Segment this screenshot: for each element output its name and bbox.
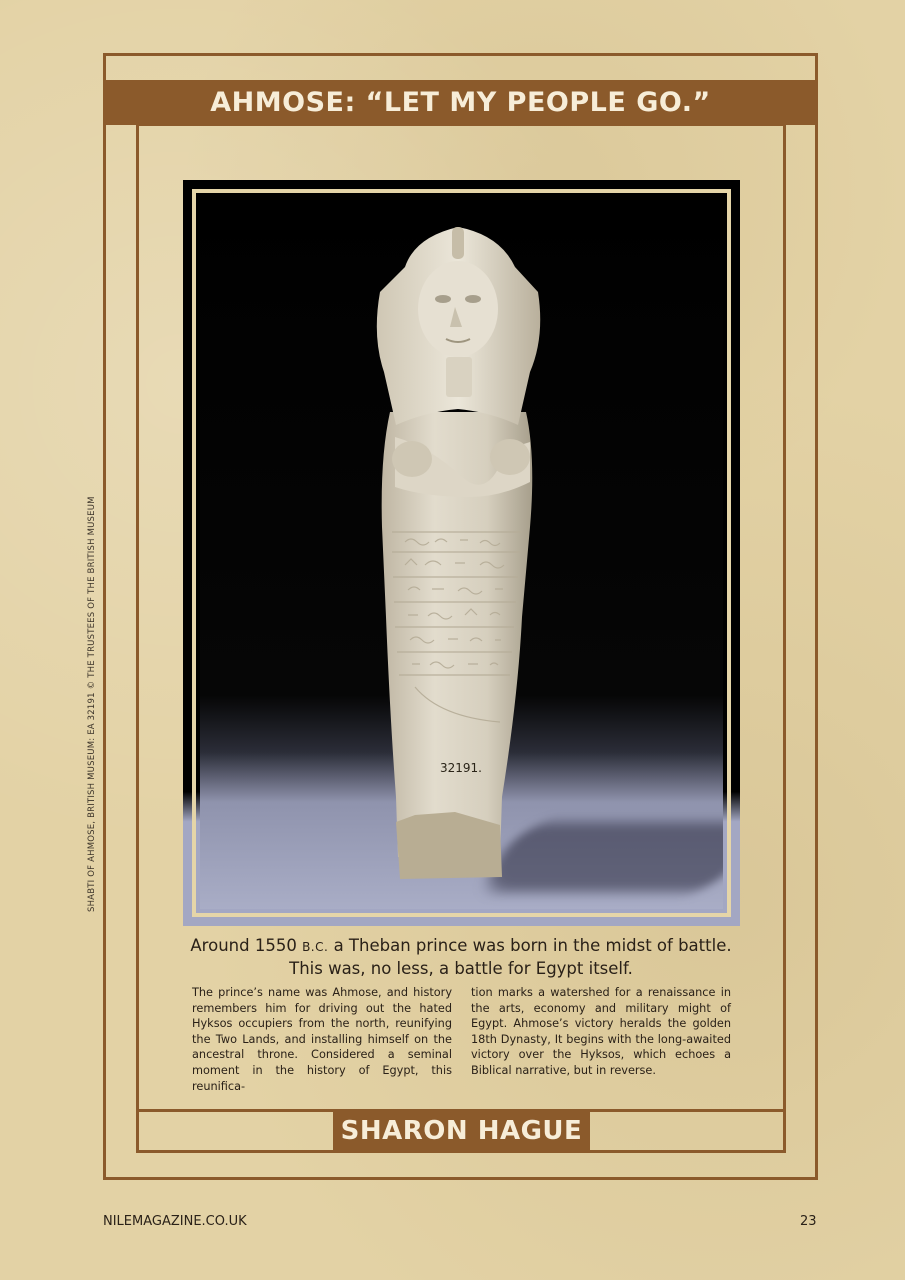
intro-line2: This was, no less, a battle for Egypt itself.	[289, 959, 633, 978]
photo-panel	[183, 180, 740, 926]
photo-inner-border	[192, 189, 731, 917]
intro-standfirst	[175, 935, 747, 980]
article-title: AHMOSE: “LET MY PEOPLE GO.”	[103, 80, 818, 125]
author-name: SHARON HAGUE	[333, 1112, 590, 1150]
footer-site: NILEMAGAZINE.CO.UK	[103, 1214, 247, 1229]
inscription-number: 32191.	[440, 761, 482, 775]
photo-credit: SHABTI OF AHMOSE, BRITISH MUSEUM: EA 32191 © THE TRUSTEES OF THE BRITISH MUSEUM	[87, 496, 97, 912]
intro-era: B.C.	[302, 940, 329, 954]
body-column-1: The prince’s name was Ahmose, and history remembers him for driving out the hated Hyksos occupiers from the north, reunifying the Two Lands, and installing himself on the ancestral throne. Considered a seminal moment in the history of Egypt, this reunifica-	[192, 986, 452, 1093]
body-column-2: tion marks a watershed for a renaissance in the arts, economy and military might of Egypt. Ahmose’s victory heralds the golden 18th Dynasty, It begins with the long-awaited victory over the Hyksos, which echoes a Biblical narrative, but in reverse.	[471, 986, 731, 1077]
intro-line1-a: Around 1550	[190, 936, 303, 955]
intro-line1-b: a Theban prince was born in the midst of battle.	[328, 936, 732, 955]
footer-page-number: 23	[800, 1214, 817, 1229]
